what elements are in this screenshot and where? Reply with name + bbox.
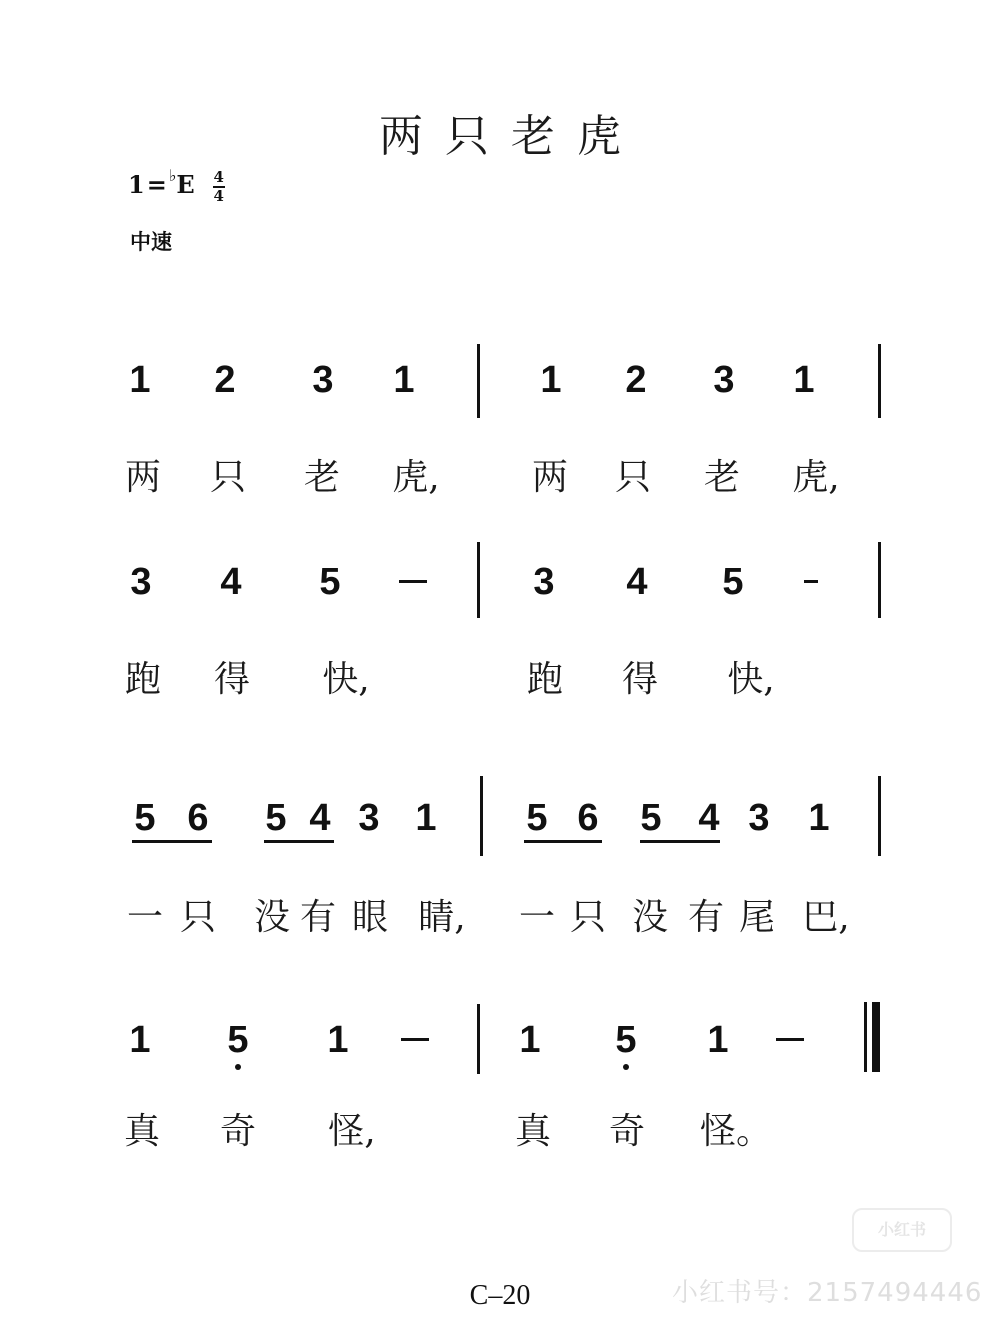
note: 3 bbox=[312, 359, 334, 401]
lyric: 两 bbox=[124, 457, 162, 498]
system-4-lyrics bbox=[0, 1112, 1000, 1192]
lyric: 快, bbox=[322, 659, 370, 700]
lyric: 只 bbox=[569, 897, 607, 938]
time-bottom: 4 bbox=[213, 187, 224, 205]
note: 3 bbox=[130, 561, 152, 603]
lyric: 老 bbox=[703, 457, 741, 498]
note: 2 bbox=[214, 359, 236, 401]
lower-octave-dot bbox=[623, 1064, 629, 1070]
lyric: 虎, bbox=[392, 457, 440, 498]
note: 1 bbox=[129, 1019, 151, 1061]
lyric: 睛, bbox=[418, 897, 466, 938]
final-barline-thick bbox=[872, 1002, 880, 1072]
note: 5 bbox=[722, 561, 744, 603]
barline bbox=[477, 344, 480, 418]
watermark-text: 小红书号：2157494446 bbox=[672, 1278, 983, 1308]
note: 5 bbox=[319, 561, 341, 603]
dash-hold bbox=[776, 1038, 804, 1041]
barline bbox=[878, 344, 881, 418]
watermark-logo: 小红书 bbox=[852, 1208, 952, 1252]
system-2-notes bbox=[0, 562, 1000, 642]
lyric: 两 bbox=[531, 457, 569, 498]
lyric: 没 bbox=[253, 897, 291, 938]
note: 5 bbox=[640, 797, 662, 839]
underline-beam bbox=[264, 840, 334, 843]
system-1-notes bbox=[0, 360, 1000, 440]
note: 1 bbox=[327, 1019, 349, 1061]
lyric: 奇 bbox=[608, 1111, 646, 1152]
lyric: 只 bbox=[614, 457, 652, 498]
note: 6 bbox=[577, 797, 599, 839]
lyric: 怪, bbox=[328, 1111, 376, 1152]
lyric: 真 bbox=[123, 1111, 161, 1152]
note: 4 bbox=[626, 561, 648, 603]
note: 3 bbox=[713, 359, 735, 401]
note: 1 bbox=[793, 359, 815, 401]
lower-octave-dot bbox=[235, 1064, 241, 1070]
lyric: 有 bbox=[687, 897, 725, 938]
time-top: 4 bbox=[213, 168, 224, 186]
note: 5 bbox=[526, 797, 548, 839]
note: 1 bbox=[415, 797, 437, 839]
system-3-lyrics bbox=[0, 898, 1000, 978]
note: 5 bbox=[265, 797, 287, 839]
note: 3 bbox=[748, 797, 770, 839]
flat-sign: ♭ bbox=[168, 166, 177, 185]
key-equals: = bbox=[146, 170, 167, 199]
page-number: C–20 bbox=[469, 1280, 531, 1311]
note: 1 bbox=[540, 359, 562, 401]
note: 2 bbox=[625, 359, 647, 401]
lyric: 得 bbox=[213, 659, 251, 700]
underline-beam bbox=[640, 840, 720, 843]
lyric: 一 bbox=[126, 897, 164, 938]
final-barline-thin bbox=[864, 1002, 867, 1072]
lyric: 没 bbox=[631, 897, 669, 938]
note: 4 bbox=[220, 561, 242, 603]
note: 5 bbox=[134, 797, 156, 839]
note: 1 bbox=[707, 1019, 729, 1061]
barline bbox=[878, 776, 881, 856]
lyric: 眼 bbox=[351, 897, 389, 938]
note: 6 bbox=[187, 797, 209, 839]
note: 1 bbox=[129, 359, 151, 401]
system-4-notes bbox=[0, 1020, 1000, 1100]
note: 4 bbox=[698, 797, 720, 839]
lyric: 只 bbox=[209, 457, 247, 498]
dash-hold bbox=[804, 580, 818, 583]
lyric: 奇 bbox=[219, 1111, 257, 1152]
lyric: 老 bbox=[303, 457, 341, 498]
barline bbox=[480, 776, 483, 856]
lyric: 有 bbox=[299, 897, 337, 938]
lyric: 只 bbox=[179, 897, 217, 938]
lyric: 怪。 bbox=[699, 1111, 773, 1152]
lyric: 跑 bbox=[526, 659, 564, 700]
lyric: 巴, bbox=[802, 897, 850, 938]
key-signature bbox=[128, 166, 225, 205]
note: 3 bbox=[533, 561, 555, 603]
underline-beam bbox=[132, 840, 212, 843]
system-1-lyrics bbox=[0, 458, 1000, 538]
time-signature bbox=[213, 170, 225, 204]
note: 3 bbox=[358, 797, 380, 839]
lyric: 得 bbox=[621, 659, 659, 700]
note: 1 bbox=[808, 797, 830, 839]
system-3-notes bbox=[0, 798, 1000, 878]
key-tonic-number: 1 bbox=[128, 170, 145, 199]
lyric: 快, bbox=[727, 659, 775, 700]
barline bbox=[477, 1004, 480, 1074]
lyric: 真 bbox=[514, 1111, 552, 1152]
dash-hold bbox=[401, 1038, 429, 1041]
barline bbox=[878, 542, 881, 618]
lyric: 虎, bbox=[792, 457, 840, 498]
underline-beam bbox=[524, 840, 602, 843]
lyric: 一 bbox=[518, 897, 556, 938]
dash-hold bbox=[399, 580, 427, 583]
tempo-marking: 中速 bbox=[130, 230, 172, 254]
note: 4 bbox=[309, 797, 331, 839]
note: 1 bbox=[519, 1019, 541, 1061]
key-note: E bbox=[176, 170, 195, 199]
note: 5 bbox=[227, 1019, 249, 1061]
note: 5 bbox=[615, 1019, 637, 1061]
barline bbox=[477, 542, 480, 618]
system-2-lyrics bbox=[0, 660, 1000, 740]
lyric: 尾 bbox=[738, 897, 776, 938]
song-title: 两只老虎 bbox=[379, 111, 643, 162]
note: 1 bbox=[393, 359, 415, 401]
lyric: 跑 bbox=[124, 659, 162, 700]
